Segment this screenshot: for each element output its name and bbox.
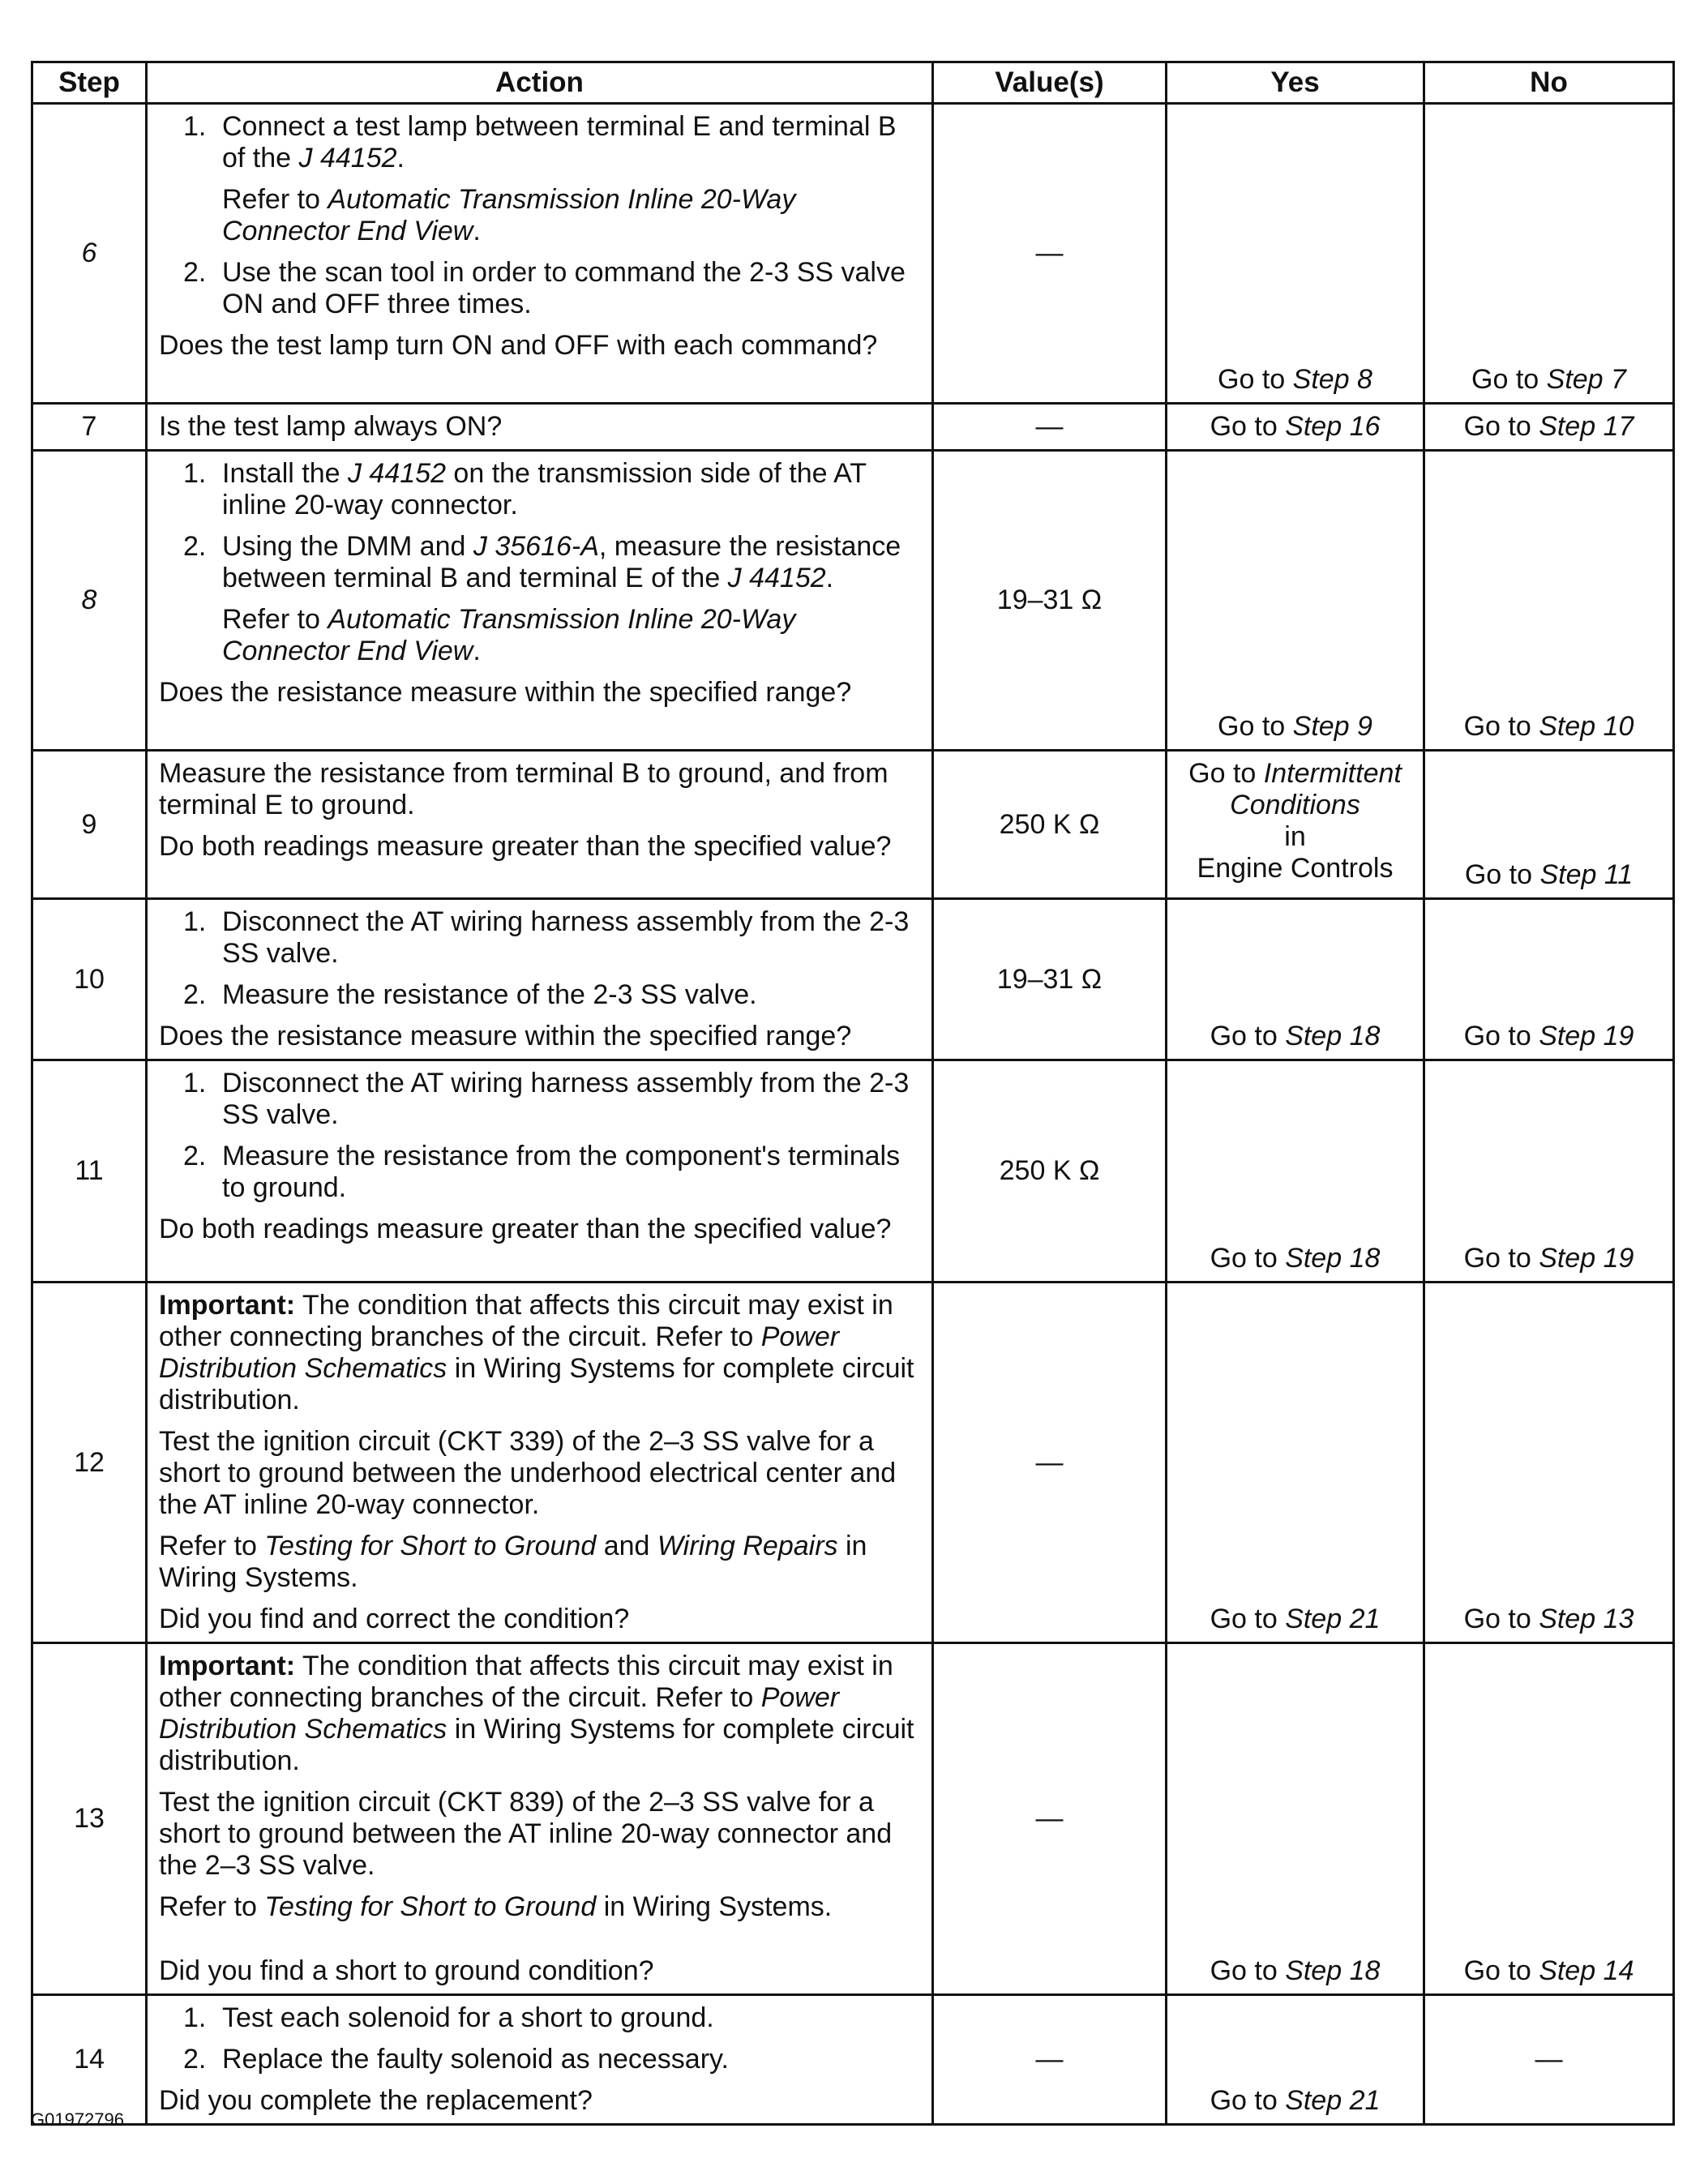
value-cell: — (933, 404, 1167, 451)
doc-ref: Power Distribution Schematics (159, 1321, 840, 1384)
table-row (32, 899, 1674, 1060)
important-note: Important: The condition that affects this circuit may exist in other connecting branches of the circuit. Refer to Power Distribution Schematics in Wiring Systems for complete circuit distribution. (159, 1651, 914, 1776)
action-cell (147, 104, 933, 404)
action-question: Do both readings measure greater than the specified value? (159, 1214, 892, 1244)
item-number: 1. (183, 458, 207, 489)
step-number: 9 (32, 751, 147, 899)
action-item: 2. Measure the resistance of the 2-3 SS valve. (183, 979, 757, 1010)
action-item: 1. Disconnect the AT wiring harness assembly from the 2-3 SS valve. (183, 1068, 910, 1130)
action-cell (147, 899, 933, 1060)
doc-ref: Wiring Repairs (657, 1531, 838, 1561)
value-cell: 250 K Ω (933, 751, 1167, 899)
doc-ref: Testing for Short to Ground (264, 1531, 597, 1561)
no-cell: Go to Step 19 (1424, 1060, 1674, 1283)
no-step-link: Step 11 (1539, 859, 1634, 890)
yes-cell: Go to Step 18 (1167, 1643, 1424, 1995)
table-header-row (32, 62, 1674, 104)
item-number: 2. (183, 257, 207, 288)
action-cell (147, 1995, 933, 2125)
yes-step-link: Step 21 (1285, 1604, 1381, 1634)
action-text: Test the ignition circuit (CKT 839) of the 2–3 SS valve for a short to ground between the AT inline 20-way connector and the 2–3 SS valve. (159, 1787, 893, 1881)
step-number: 14 (32, 1995, 147, 2125)
action-item: 1. Connect a test lamp between terminal E and terminal B of the J 44152. (183, 111, 897, 173)
yes-cell: Go to Step 8 (1167, 104, 1424, 404)
refer-note: Refer to Automatic Transmission Inline 20-Way Connector End View. (222, 184, 796, 246)
refer-note: Refer to Automatic Transmission Inline 20-Way Connector End View. (222, 604, 796, 666)
item-number: 2. (183, 531, 207, 562)
no-step-link: Step 19 (1539, 1243, 1634, 1274)
no-cell: Go to Step 10 (1424, 451, 1674, 751)
no-step-link: Step 14 (1539, 1955, 1634, 1986)
step-number: 8 (32, 451, 147, 751)
action-question: Did you complete the replacement? (159, 2085, 593, 2116)
action-cell (147, 451, 933, 751)
action-item: 2. Measure the resistance from the component's terminals to ground. (183, 1141, 901, 1203)
no-step-link: Step 17 (1539, 411, 1634, 442)
doc-ref: Automatic Transmission Inline 20-Way Connector End View (222, 184, 796, 246)
yes-step-link: Step 21 (1285, 2085, 1381, 2116)
yes-in: in (1284, 821, 1306, 852)
action-text: Test the ignition circuit (CKT 339) of the 2–3 SS valve for a short to ground between the underhood electrical center and the AT inline 20-way connector. (159, 1426, 897, 1520)
no-step-link: Step 7 (1546, 364, 1626, 395)
yes-step-link: Step 18 (1285, 1243, 1381, 1274)
header-action: Action (147, 62, 933, 104)
tool-ref: J 44152 (727, 563, 826, 593)
action-question: Does the resistance measure within the specified range? (159, 677, 852, 708)
yes-cell: Go to Step 18 (1167, 899, 1424, 1060)
action-cell (147, 404, 933, 451)
action-item: 1. Disconnect the AT wiring harness assembly from the 2-3 SS valve. (183, 906, 910, 969)
yes-section: Engine Controls (1197, 853, 1394, 884)
figure-code: G01972796 (31, 2109, 124, 2130)
item-number: 1. (183, 2002, 207, 2033)
table-row (32, 451, 1674, 751)
no-step-link: Step 19 (1539, 1021, 1634, 1051)
tool-ref: J 44152 (347, 458, 446, 489)
no-cell: Go to Step 7 (1424, 104, 1674, 404)
yes-cell: Go to Intermittent Conditions in Engine Controls (1167, 751, 1424, 899)
value-cell: 250 K Ω (933, 1060, 1167, 1283)
important-note: Important: The condition that affects this circuit may exist in other connecting branches of the circuit. Refer to Power Distribution Schematics in Wiring Systems for complete circuit distribution. (159, 1290, 914, 1415)
action-cell (147, 751, 933, 899)
action-item: 1. Test each solenoid for a short to ground. (183, 2002, 714, 2033)
yes-doc-link: Intermittent Conditions (1230, 758, 1402, 820)
step-number: 13 (32, 1643, 147, 1995)
yes-cell: Go to Step 21 (1167, 1995, 1424, 2125)
item-number: 2. (183, 1141, 207, 1171)
table-row (32, 751, 1674, 899)
value-cell: 19–31 Ω (933, 899, 1167, 1060)
value-cell: — (933, 1643, 1167, 1995)
no-step-link: Step 13 (1539, 1604, 1634, 1634)
table-row (32, 1283, 1674, 1643)
action-cell (147, 1060, 933, 1283)
item-number: 1. (183, 906, 207, 937)
important-label: Important: (159, 1290, 296, 1321)
value-cell: — (933, 1995, 1167, 2125)
refer-note: Refer to Testing for Short to Ground and Wiring Repairs in Wiring Systems. (159, 1531, 867, 1593)
value-cell: — (933, 104, 1167, 404)
step-number: 7 (32, 404, 147, 451)
action-question: Does the test lamp turn ON and OFF with each command? (159, 330, 878, 361)
diagnostic-table (31, 61, 1675, 2126)
action-text: Measure the resistance from terminal B to ground, and from terminal E to ground. (159, 758, 889, 820)
doc-ref: Automatic Transmission Inline 20-Way Connector End View (222, 604, 796, 666)
yes-step-link: Step 18 (1285, 1955, 1381, 1986)
action-cell (147, 1283, 933, 1643)
action-item: 2. Using the DMM and J 35616-A, measure the resistance between terminal B and terminal E of the J 44152. (183, 531, 901, 593)
yes-step-link: Step 16 (1285, 411, 1381, 442)
no-cell: Go to Step 17 (1424, 404, 1674, 451)
action-question: Did you find a short to ground condition? (159, 1955, 654, 1986)
table-row (32, 1995, 1674, 2125)
item-number: 1. (183, 1068, 207, 1098)
no-cell: Go to Step 14 (1424, 1643, 1674, 1995)
header-yes: Yes (1167, 62, 1424, 104)
header-step: Step (32, 62, 147, 104)
tool-ref: J 35616-A (473, 531, 599, 562)
no-step-link: Step 10 (1539, 711, 1634, 742)
yes-cell: Go to Step 16 (1167, 404, 1424, 451)
action-question: Does the resistance measure within the specified range? (159, 1021, 852, 1051)
yes-cell: Go to Step 18 (1167, 1060, 1424, 1283)
action-question: Do both readings measure greater than the specified value? (159, 831, 892, 862)
no-cell: Go to Step 13 (1424, 1283, 1674, 1643)
item-number: 1. (183, 111, 207, 142)
step-number: 6 (32, 104, 147, 404)
step-number: 12 (32, 1283, 147, 1643)
item-number: 2. (183, 2044, 207, 2075)
action-item: 1. Install the J 44152 on the transmission side of the AT inline 20-way connector. (183, 458, 867, 520)
action-item: 2. Replace the faulty solenoid as necessary. (183, 2044, 729, 2075)
table-row (32, 1643, 1674, 1995)
no-cell: Go to Step 19 (1424, 899, 1674, 1060)
no-cell: Go to Step 11 (1424, 751, 1674, 899)
important-label: Important: (159, 1651, 296, 1681)
no-cell: — (1424, 1995, 1674, 2125)
yes-cell: Go to Step 21 (1167, 1283, 1424, 1643)
step-number: 11 (32, 1060, 147, 1283)
refer-note: Refer to Testing for Short to Ground in Wiring Systems. (159, 1891, 833, 1922)
yes-cell: Go to Step 9 (1167, 451, 1424, 751)
header-values: Value(s) (933, 62, 1167, 104)
action-question: Did you find and correct the condition? (159, 1604, 630, 1634)
action-item: 2. Use the scan tool in order to command the 2-3 SS valve ON and OFF three times. (183, 257, 906, 319)
tool-ref: J 44152 (298, 143, 397, 173)
action-cell (147, 1643, 933, 1995)
table-row (32, 1060, 1674, 1283)
value-cell: 19–31 Ω (933, 451, 1167, 751)
value-cell: — (933, 1283, 1167, 1643)
action-question: Is the test lamp always ON? (159, 411, 503, 442)
table-row (32, 404, 1674, 451)
header-no: No (1424, 62, 1674, 104)
yes-step-link: Step 18 (1285, 1021, 1381, 1051)
doc-ref: Power Distribution Schematics (159, 1682, 840, 1745)
yes-step-link: Step 8 (1292, 364, 1372, 395)
table-row (32, 104, 1674, 404)
doc-ref: Testing for Short to Ground (264, 1891, 597, 1922)
yes-step-link: Step 9 (1292, 711, 1372, 742)
item-number: 2. (183, 979, 207, 1010)
step-number: 10 (32, 899, 147, 1060)
